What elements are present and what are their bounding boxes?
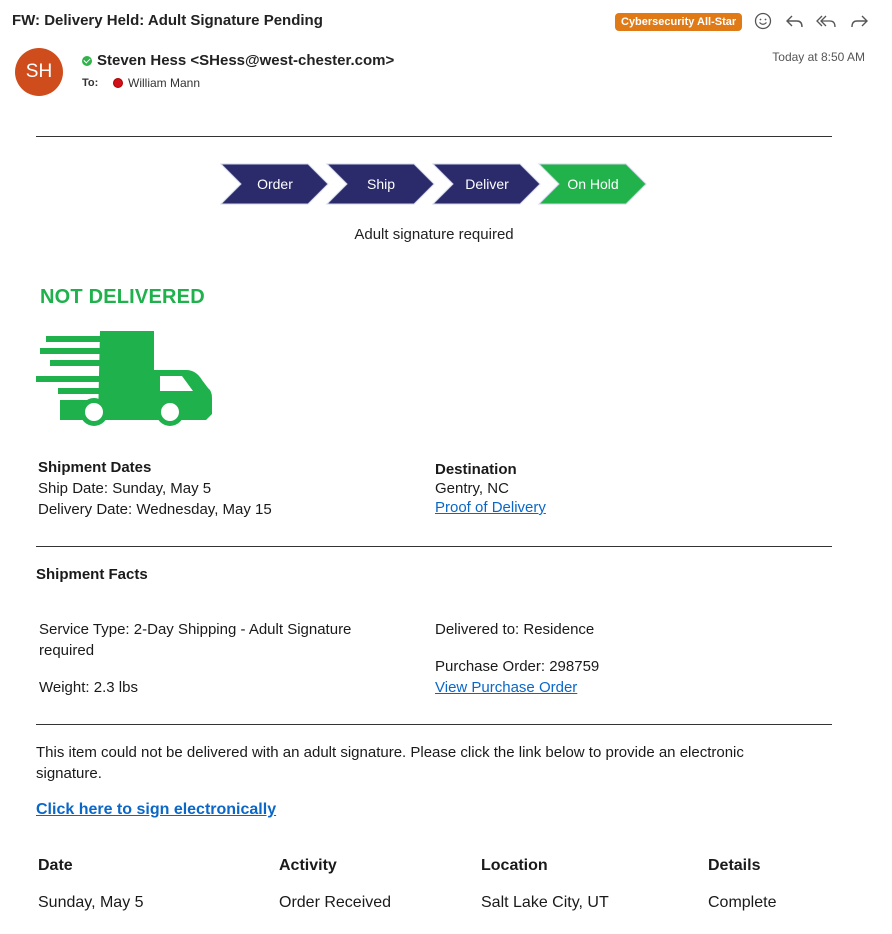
step-label-ship: Ship bbox=[366, 176, 396, 192]
category-tag[interactable]: Cybersecurity All-Star bbox=[615, 13, 742, 31]
to-label: To: bbox=[82, 77, 99, 89]
service-type: Service Type: 2-Day Shipping - Adult Signature bbox=[39, 621, 352, 638]
progress-step-order bbox=[221, 164, 328, 204]
proof-of-delivery-link[interactable]: Proof of Delivery bbox=[435, 499, 546, 516]
sender-line[interactable] bbox=[82, 52, 394, 69]
recipient[interactable] bbox=[113, 76, 200, 90]
verified-icon bbox=[82, 56, 92, 66]
divider bbox=[36, 136, 832, 137]
divider bbox=[36, 724, 832, 725]
delivery-date: Delivery Date: Wednesday, May 15 bbox=[38, 501, 272, 518]
step-label-deliver: Deliver bbox=[465, 176, 509, 192]
service-type-cont: required bbox=[39, 642, 95, 659]
timestamp: Today at 8:50 AM bbox=[772, 50, 865, 64]
destination-location: Gentry, NC bbox=[435, 480, 509, 497]
purchase-order: Purchase Order: 298759 bbox=[435, 658, 600, 675]
table-header-date: Date bbox=[38, 857, 73, 874]
forward-icon[interactable] bbox=[848, 10, 870, 32]
step-label-order: Order bbox=[257, 176, 293, 192]
table-cell-activity: Order Received bbox=[279, 894, 392, 911]
step-label-on-hold: On Hold bbox=[567, 176, 619, 192]
notice-text-cont: signature. bbox=[36, 765, 102, 782]
sign-electronically-link[interactable]: Click here to sign electronically bbox=[36, 801, 277, 818]
progress-step-on-hold bbox=[539, 164, 646, 204]
table-header-details: Details bbox=[708, 857, 761, 874]
notice-text: This item could not be delivered with an adult signature. Please click the link below to provide an electronic bbox=[36, 744, 744, 761]
destination-heading: Destination bbox=[435, 461, 517, 478]
ship-date: Ship Date: Sunday, May 5 bbox=[38, 480, 212, 497]
table-cell-date: Sunday, May 5 bbox=[38, 894, 144, 911]
weight: Weight: 2.3 lbs bbox=[39, 679, 138, 696]
progress-caption: Adult signature required bbox=[354, 226, 514, 243]
sender-name[interactable]: Steven Hess <SHess@west-chester.com> bbox=[97, 52, 395, 69]
shipment-facts-heading: Shipment Facts bbox=[36, 566, 148, 583]
table-cell-location: Salt Lake City, UT bbox=[481, 894, 609, 911]
divider bbox=[36, 546, 832, 547]
table-header-activity: Activity bbox=[279, 857, 337, 874]
view-purchase-order-link[interactable]: View Purchase Order bbox=[435, 679, 578, 696]
table-cell-details: Complete bbox=[708, 894, 777, 911]
status-dot-icon bbox=[113, 78, 123, 88]
emoji-icon[interactable] bbox=[752, 10, 774, 32]
table-header-location: Location bbox=[481, 857, 548, 874]
progress-step-deliver bbox=[433, 164, 540, 204]
reply-all-icon[interactable] bbox=[816, 10, 838, 32]
recipient-name[interactable]: William Mann bbox=[128, 76, 201, 90]
delivered-to: Delivered to: Residence bbox=[435, 621, 595, 638]
shipment-dates-heading: Shipment Dates bbox=[38, 459, 152, 476]
reply-icon[interactable] bbox=[784, 10, 806, 32]
progress-tracker bbox=[220, 163, 650, 205]
avatar: SH bbox=[15, 48, 63, 96]
email-subject: FW: Delivery Held: Adult Signature Pending bbox=[12, 12, 323, 29]
delivery-status: NOT DELIVERED bbox=[40, 286, 205, 308]
delivery-truck-icon bbox=[36, 328, 216, 434]
progress-step-ship bbox=[327, 164, 434, 204]
